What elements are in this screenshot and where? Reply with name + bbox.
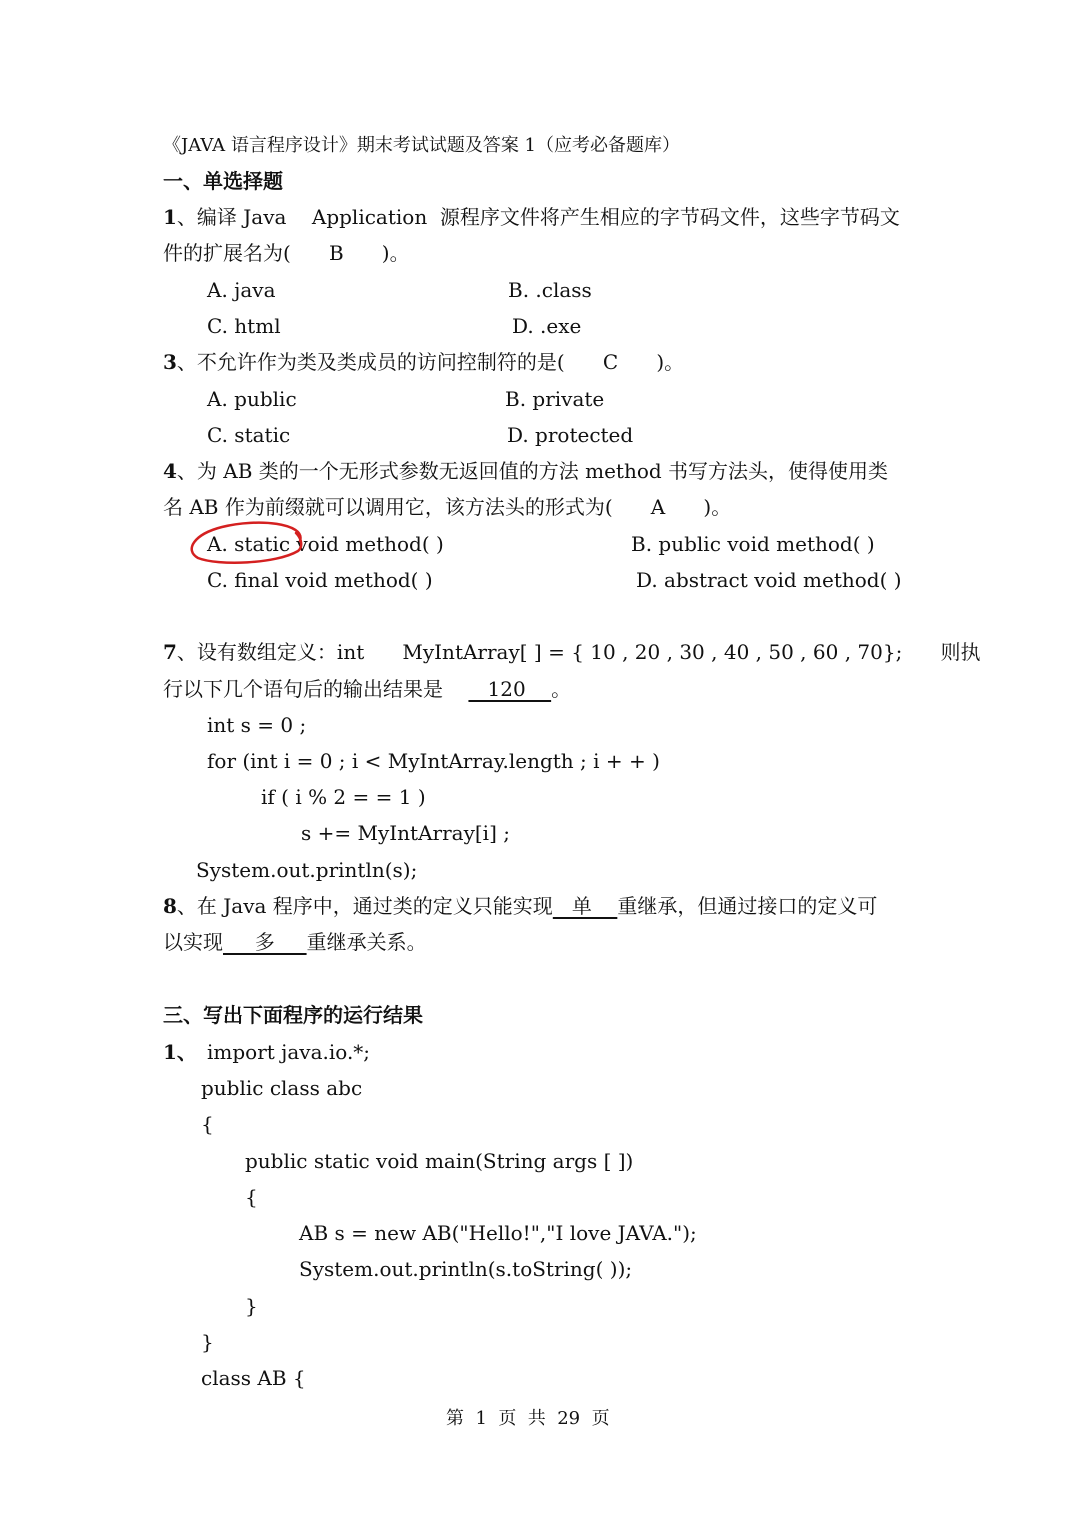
- question-4-option-a: A. static void method( ): [207, 532, 444, 556]
- code-line: import java.io.*;: [207, 1040, 371, 1064]
- code-line: s += MyIntArray[i] ;: [301, 821, 510, 845]
- question-8-number: 8: [163, 894, 177, 918]
- question-1-line-1: [163, 204, 900, 230]
- question-4-line-1: [163, 458, 888, 484]
- question-8-text: 、在 Java 程序中，通过类的定义只能实现: [176, 894, 553, 918]
- question-8-text-cont: 重继承，但通过接口的定义可: [617, 894, 878, 918]
- question-3-option-a: A. public: [207, 387, 297, 411]
- question-8-answer-2: 多: [223, 930, 307, 954]
- question-7-line-2: [163, 676, 571, 702]
- question-1-text: 、编译 Java Application 源程序文件将产生相应的字节码文件，这些字节码文: [176, 205, 900, 229]
- code-line: for (int i = 0 ; i < MyIntArray.length ; i + + ): [207, 749, 660, 773]
- code-line: System.out.println(s);: [196, 858, 418, 882]
- code-line: }: [201, 1330, 214, 1354]
- question-4-number: 4: [163, 459, 177, 483]
- question-8-prompt: 以实现: [163, 930, 223, 954]
- section-heading-single-choice: 一、单选择题: [163, 169, 283, 193]
- question-3-option-d: D. protected: [507, 423, 634, 447]
- question-4-option-d: D. abstract void method( ): [636, 568, 902, 592]
- code-line: public static void main(String args [ ]): [245, 1149, 634, 1173]
- question-7-answer: 120: [468, 677, 552, 701]
- question-4-option-b: B. public void method( ): [631, 532, 875, 556]
- code-line: class AB {: [201, 1366, 306, 1390]
- question-3-text: 、不允许作为类及类成员的访问控制符的是( C )。: [176, 350, 685, 374]
- question-8-line-1: [163, 893, 877, 919]
- question-1-number: 1: [163, 205, 177, 229]
- code-line: {: [245, 1185, 258, 1209]
- question-3-line-1: [163, 349, 684, 375]
- question-3-number: 3: [163, 350, 177, 374]
- question-3-option-c: C. static: [207, 423, 291, 447]
- program-1-num: 1: [163, 1040, 177, 1064]
- question-1-option-c: C. html: [207, 314, 281, 338]
- program-1-sep: 、: [176, 1040, 197, 1064]
- question-4-option-c: C. final void method( ): [207, 568, 433, 592]
- question-1-option-a: A. java: [207, 278, 276, 302]
- question-8-line-2: [163, 929, 427, 955]
- question-7-number: 7: [163, 640, 177, 664]
- question-4-text: 、为 AB 类的一个无形式参数无返回值的方法 method 书写方法头，使得使用类: [176, 459, 889, 483]
- code-line: System.out.println(s.toString( ));: [299, 1257, 633, 1281]
- question-8-answer-1: 单: [552, 894, 618, 918]
- question-3-option-b: B. private: [505, 387, 605, 411]
- question-7-line-1: [163, 639, 980, 665]
- question-8-end: 重继承关系。: [306, 930, 427, 954]
- question-7-prompt: 行以下几个语句后的输出结果是: [163, 677, 469, 701]
- section-heading-program-output: 三、写出下面程序的运行结果: [163, 1003, 423, 1027]
- question-1-line-2: 件的扩展名为( B )。: [163, 241, 410, 265]
- question-4-line-2: 名 AB 作为前缀就可以调用它，该方法头的形式为( A )。: [163, 495, 732, 519]
- code-line: {: [201, 1112, 214, 1136]
- page-footer: 第 1 页 共 29 页: [446, 1408, 610, 1429]
- question-1-option-b: B. .class: [508, 278, 592, 302]
- code-line: int s = 0 ;: [207, 713, 307, 737]
- question-7-end: 。: [551, 677, 572, 701]
- code-line: AB s = new AB("Hello!","I love JAVA.");: [299, 1221, 697, 1245]
- document-title: 《JAVA 语言程序设计》期末考试试题及答案 1（应考必备题库）: [163, 135, 680, 156]
- code-line: }: [245, 1294, 258, 1318]
- program-1-number: [163, 1039, 197, 1065]
- question-7-text: 、设有数组定义：int MyIntArray[ ] = { 10 , 20 , 30 , 40 , 50 , 60 , 70}; 则执: [176, 640, 981, 664]
- code-line: public class abc: [201, 1076, 363, 1100]
- code-line: if ( i % 2 = = 1 ): [261, 785, 426, 809]
- question-1-option-d: D. .exe: [512, 314, 582, 338]
